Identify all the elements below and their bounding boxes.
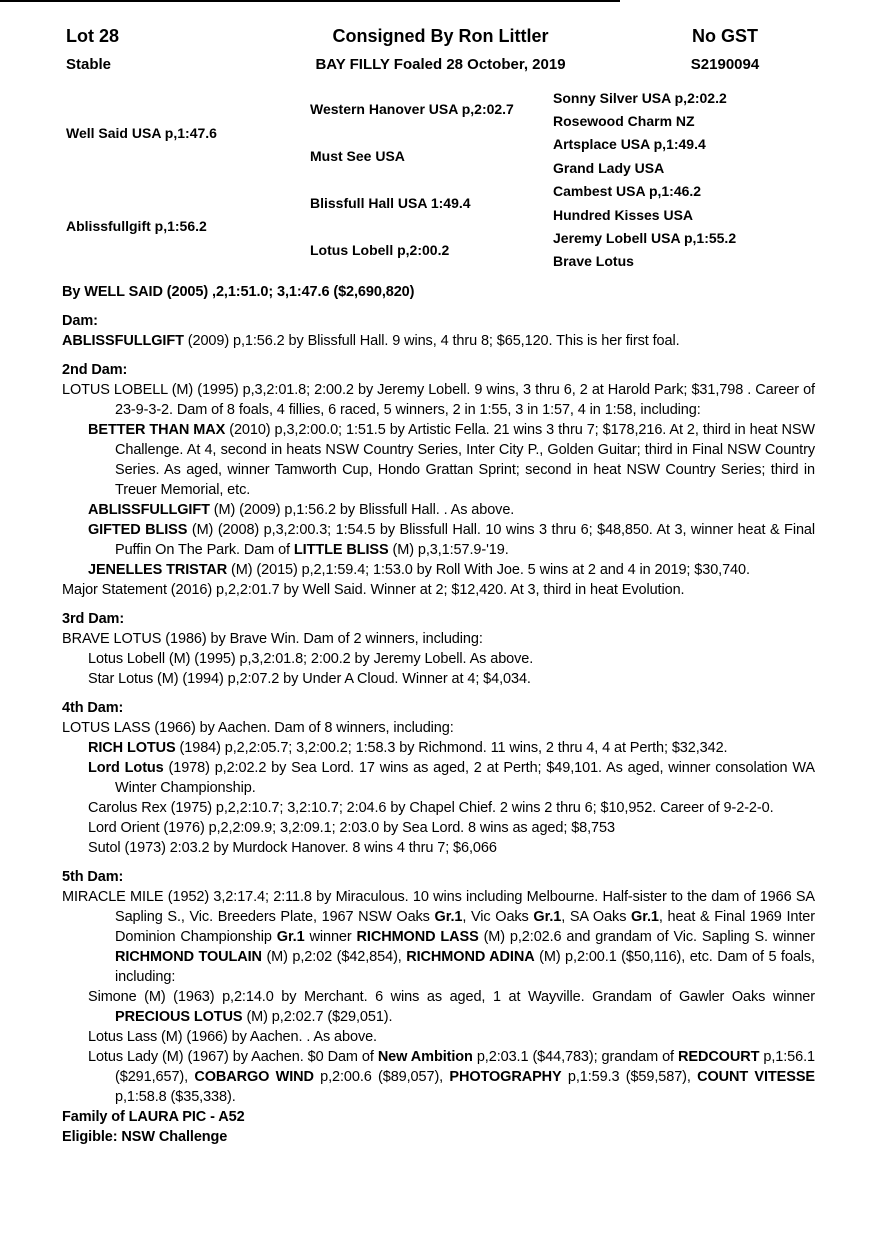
emphasized-horse-name: New Ambition [377, 1049, 473, 1066]
foal-entry-carolus-rex [62, 798, 815, 818]
consignor-title: Consigned By Ron Littler [332, 26, 549, 46]
pedigree-sires-sire: Western Hanover USA p,2:02.7 [310, 101, 514, 118]
pedigree-dams-dam: Lotus Lobell p,2:00.2 [310, 241, 450, 258]
text-segment: BRAVE LOTUS (1986) by Brave Win. Dam of 2 winners, including: [62, 631, 483, 648]
foal-entry-jenelles-tristar [62, 560, 815, 580]
dam-entry [62, 331, 815, 351]
fifth-dam-entry [62, 887, 815, 987]
lot-header [62, 26, 815, 73]
text-segment: , Vic Oaks [462, 909, 534, 926]
text-segment: MIRACLE MILE (1952) 3,2:17.4; 2:11.8 by Miraculous. 10 wins including Melbourne. Half-sister to the dam of 1966 SA Sapling S., Vic. Breeders Plate, 1967 NSW Oaks [62, 889, 815, 926]
second-dam-heading [62, 360, 815, 380]
text-segment: (1978) p,2:02.2 by Sea Lord. 17 wins as aged, 2 at Perth; $49,101. As aged, winner consolation WA Winter Championship. [115, 760, 815, 797]
foal-entry-star-lotus [62, 669, 815, 689]
foal-entry-lotus-lass [62, 1027, 815, 1047]
pedigree-gen3-6: Hundred Kisses USA [553, 206, 694, 223]
pedigree-dams-sire: Blissfull Hall USA 1:49.4 [310, 194, 471, 211]
foal-entry-ablissfullgift [62, 500, 815, 520]
third-dam-heading [62, 609, 815, 629]
text-segment: Carolus Rex (1975) p,2,2:10.7; 3,2:10.7; 2:04.6 by Chapel Chief. 2 wins 2 thru 6; $10,952. Career of 9-2-2-0. [88, 800, 774, 817]
text-segment: winner [304, 929, 357, 946]
text-segment: (2009) p,1:56.2 by Blissfull Hall. 9 wins, 4 thru 8; $65,120. This is her first foal. [183, 333, 680, 350]
text-segment: Family of LAURA PIC - A52 [62, 1109, 245, 1126]
text-segment: (M) (2008) p,3,2:00.3; 1:54.5 by Blissfull Hall. 10 wins 3 thru 6; $48,850. At 3, winner heat & Final Puffin On The Park. Dam of [115, 522, 815, 559]
text-segment: , heat & Final 1969 Inter Dominion Championship [115, 909, 815, 946]
emphasized-horse-name: RICHMOND TOULAIN [115, 949, 262, 966]
text-segment: (M) p,2:02 ($42,854), [261, 949, 407, 966]
pedigree-gen3-1: Sonny Silver USA p,2:02.2 [553, 89, 727, 106]
text-segment: Star Lotus (M) (1994) p,2:07.2 by Under A Cloud. Winner at 4; $4,034. [88, 671, 531, 688]
foal-entry-better-than-max [62, 420, 815, 500]
pedigree-gen3-8: Brave Lotus [553, 253, 634, 270]
text-segment: p,1:56.1 ($291,657), [115, 1049, 815, 1086]
text-segment: p,2:00.6 ($89,057), [313, 1069, 450, 1086]
eligible-line [62, 1127, 815, 1147]
pedigree-gen3-3: Artsplace USA p,1:49.4 [553, 136, 706, 153]
text-segment: (1984) p,2,2:05.7; 3,2:00.2; 1:58.3 by Richmond. 11 wins, 2 thru 4, 4 at Perth; $32,342. [175, 740, 728, 757]
emphasized-horse-name: REDCOURT [678, 1049, 760, 1066]
pedigree-table [66, 86, 815, 273]
emphasized-horse-name: Gr.1 [631, 909, 659, 926]
text-segment: Major Statement (2016) p,2,2:01.7 by Well Said. Winner at 2; $12,420. At 3, third in heat Evolution. [62, 582, 685, 599]
second-dam-entry [62, 380, 815, 420]
pedigree-sire: Well Said USA p,1:47.6 [66, 124, 217, 141]
text-segment: Lotus Lobell (M) (1995) p,3,2:01.8; 2:00.2 by Jeremy Lobell. As above. [88, 651, 534, 668]
emphasized-horse-name: Lord Lotus [88, 760, 164, 777]
pedigree-gen3-4: Grand Lady USA [553, 159, 665, 176]
text-segment: 4th Dam: [62, 700, 124, 717]
emphasized-horse-name: Gr.1 [533, 909, 562, 926]
text-segment: Eligible: NSW Challenge [62, 1129, 228, 1146]
foal-entry-major-statement [62, 580, 815, 600]
text-segment: (M) p,2:00.1 ($50,116), etc. Dam of 5 foals, including: [115, 949, 815, 986]
pedigree-sires-dam: Must See USA [310, 148, 405, 165]
emphasized-horse-name: LITTLE BLISS [293, 542, 389, 559]
text-segment: (M) (2009) p,1:56.2 by Blissfull Hall. . As above. [209, 502, 515, 519]
text-segment: Dam: [62, 313, 98, 330]
emphasized-horse-name: RICHMOND LASS [356, 929, 479, 946]
emphasized-horse-name: RICH LOTUS [88, 740, 176, 757]
pedigree-text-section [62, 282, 815, 1147]
fifth-dam-heading [62, 867, 815, 887]
pedigree-gen3-5: Cambest USA p,1:46.2 [553, 183, 702, 200]
text-segment: p,1:59.3 ($59,587), [561, 1069, 698, 1086]
scan-edge-artifact [0, 0, 620, 2]
text-segment: Sutol (1973) 2:03.2 by Murdock Hanover. 8 wins 4 thru 7; $6,066 [88, 840, 497, 857]
text-segment: , SA Oaks [561, 909, 632, 926]
text-segment: (2010) p,3,2:00.0; 1:51.5 by Artistic Fella. 21 wins 3 thru 7; $178,216. At 2, third in heat NSW Challenge. At 4, second in heats NSW Country Series, Inter City P., Golden Guitar; third in Final NSW Country Series. As aged, winner Tamworth Cup, Hondo Grattan Sprint; second in heat NSW Country Series; third in Treuer Memorial, etc. [115, 422, 815, 499]
text-segment: By WELL SAID (2005) ,2,1:51.0; 3,1:47.6 ($2,690,820) [62, 284, 415, 301]
foal-description: BAY FILLY Foaled 28 October, 2019 [315, 56, 566, 73]
text-segment: (M) p,2:02.7 ($29,051). [242, 1009, 393, 1026]
emphasized-horse-name: ABLISSFULLGIFT [62, 333, 184, 350]
text-segment: p,1:58.8 ($35,338). [115, 1089, 236, 1106]
text-segment: Simone (M) (1963) p,2:14.0 by Merchant. 6 wins as aged, 1 at Wayville. Grandam of Gawler Oaks winner [88, 989, 815, 1006]
emphasized-horse-name: PHOTOGRAPHY [449, 1069, 562, 1086]
emphasized-horse-name: PRECIOUS LOTUS [115, 1009, 243, 1026]
dam-heading [62, 311, 815, 331]
foal-entry-gifted-bliss [62, 520, 815, 560]
gst-status: No GST [692, 26, 758, 46]
lot-number: Lot 28 [66, 26, 120, 46]
foal-entry-lord-orient [62, 818, 815, 838]
third-dam-entry [62, 629, 815, 649]
emphasized-horse-name: COUNT VITESSE [697, 1069, 815, 1086]
text-segment: 2nd Dam: [62, 362, 128, 379]
pedigree-gen3-7: Jeremy Lobell USA p,1:55.2 [553, 230, 737, 247]
pedigree-dam: Ablissfullgift p,1:56.2 [66, 218, 207, 235]
pedigree-gen3-2: Rosewood Charm NZ [553, 113, 695, 130]
fourth-dam-entry [62, 718, 815, 738]
family-line [62, 1107, 815, 1127]
text-segment: (M) p,2:02.6 and grandam of Vic. Sapling S. winner [478, 929, 815, 946]
fourth-dam-heading [62, 698, 815, 718]
text-segment: Lord Orient (1976) p,2,2:09.9; 3,2:09.1; 2:03.0 by Sea Lord. 8 wins as aged; $8,753 [88, 820, 615, 837]
foal-entry-lotus-lobell [62, 649, 815, 669]
text-segment: LOTUS LASS (1966) by Aachen. Dam of 8 winners, including: [62, 720, 454, 737]
emphasized-horse-name: BETTER THAN MAX [88, 422, 226, 439]
text-segment: p,2:03.1 ($44,783); grandam of [472, 1049, 678, 1066]
emphasized-horse-name: RICHMOND ADINA [406, 949, 535, 966]
emphasized-horse-name: COBARGO WIND [194, 1069, 314, 1086]
foal-entry-rich-lotus [62, 738, 815, 758]
text-segment: 5th Dam: [62, 869, 124, 886]
text-segment: LOTUS LOBELL (M) (1995) p,3,2:01.8; 2:00.2 by Jeremy Lobell. 9 wins, 3 thru 6, 2 at Harold Park; $31,798 . Career of 23-9-3-2. Dam of 8 foals, 4 fillies, 6 raced, 5 winners, 2 in 1:55, 3 in 1:57, 4 in 1:58, including: [62, 382, 815, 419]
catalog-number: S2190094 [690, 56, 760, 73]
emphasized-horse-name: GIFTED BLISS [88, 522, 188, 539]
text-segment: 3rd Dam: [62, 611, 125, 628]
emphasized-horse-name: Gr.1 [276, 929, 305, 946]
foal-entry-simone [62, 987, 815, 1027]
foal-entry-lord-lotus [62, 758, 815, 798]
text-segment: (M) (2015) p,2,1:59.4; 1:53.0 by Roll With Joe. 5 wins at 2 and 4 in 2019; $30,740. [227, 562, 750, 579]
foal-entry-sutol [62, 838, 815, 858]
emphasized-horse-name: ABLISSFULLGIFT [88, 502, 210, 519]
emphasized-horse-name: JENELLES TRISTAR [88, 562, 228, 579]
emphasized-horse-name: Gr.1 [434, 909, 463, 926]
text-segment: Lotus Lady (M) (1967) by Aachen. $0 Dam of [88, 1049, 378, 1066]
foal-entry-lotus-lady [62, 1047, 815, 1107]
text-segment: (M) p,3,1:57.9-'19. [388, 542, 509, 559]
sire-performance-line [62, 282, 815, 302]
text-segment: Lotus Lass (M) (1966) by Aachen. . As above. [88, 1029, 377, 1046]
stable-label: Stable [66, 56, 112, 73]
